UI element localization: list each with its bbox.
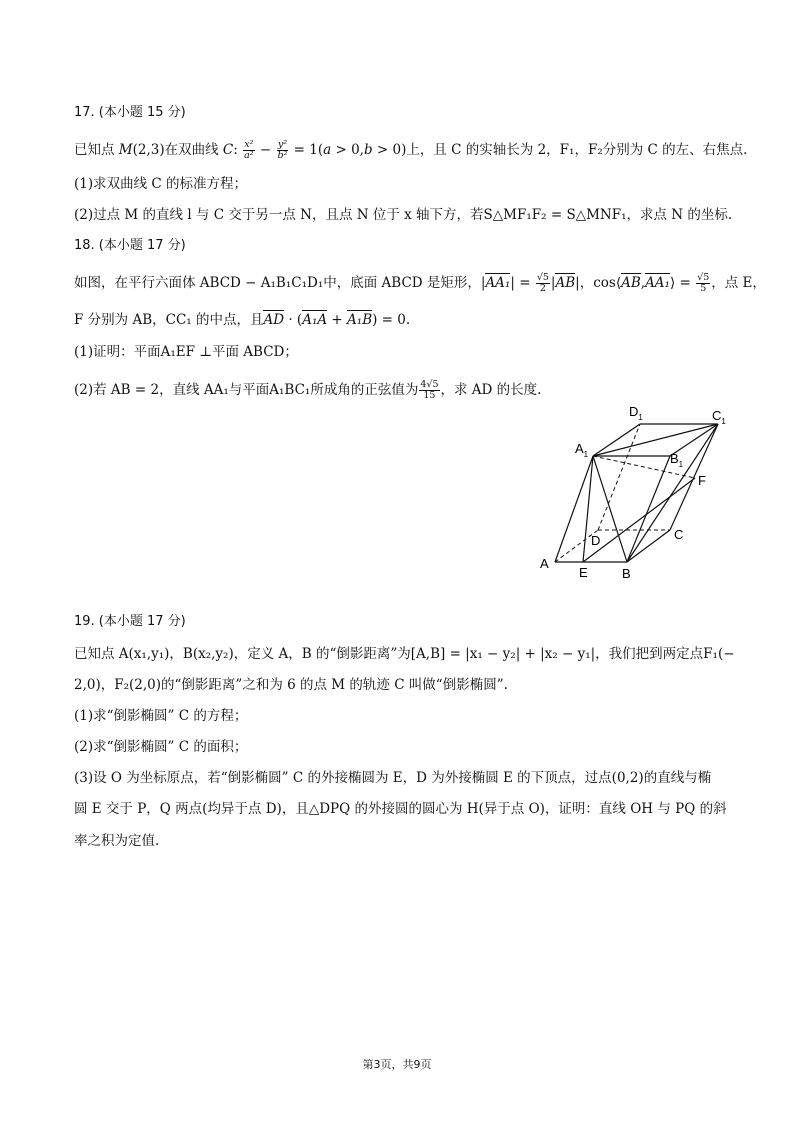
q17-part2: (2)过点 M 的直线 l 与 C 交于另一点 N，且点 N 位于 x 轴下方，若S△MF₁F₂ = S△MNF₁，求点 N 的坐标. bbox=[74, 207, 733, 223]
text: : bbox=[233, 142, 243, 158]
label-letter: A bbox=[575, 441, 584, 456]
label-A: A bbox=[540, 556, 549, 571]
q17-stem bbox=[74, 140, 747, 161]
fraction-den: b² bbox=[277, 150, 288, 161]
q18-stem-line2 bbox=[74, 310, 410, 330]
fraction bbox=[696, 273, 710, 294]
q19-part3-line2: 圆 E 交于 P，Q 两点(均异于点 D)，且△DPQ 的外接圆的圆心为 H(异于点 O)，证明：直线 OH 与 PQ 的斜 bbox=[74, 801, 727, 817]
fraction bbox=[243, 140, 254, 161]
label-A1 bbox=[575, 441, 589, 459]
text: | = bbox=[510, 275, 535, 291]
q18-part1: (1)证明：平面A₁EF ⊥平面 ABCD； bbox=[74, 344, 298, 360]
label-F: F bbox=[698, 473, 706, 488]
fraction-den: a² bbox=[244, 150, 254, 161]
fraction-num: y² bbox=[277, 139, 288, 150]
q18-stem-line1 bbox=[74, 273, 766, 294]
text: ⟩ = bbox=[669, 275, 696, 291]
page-footer: 第3页，共9页 bbox=[362, 1058, 432, 1071]
label-D1 bbox=[629, 404, 643, 422]
seg-BC1 bbox=[627, 424, 718, 562]
q19-line2: 2,0)，F₂(2,0)的“倒影距离”之和为 6 的点 M 的轨迹 C 叫做“倒影椭圆”. bbox=[74, 677, 508, 693]
label-sub: 1 bbox=[721, 417, 726, 426]
fraction-num: x² bbox=[244, 139, 254, 150]
vector: A₁B bbox=[347, 312, 373, 328]
text: ) = 0. bbox=[372, 312, 411, 328]
text: ，点 E， bbox=[711, 275, 766, 291]
fraction bbox=[536, 273, 550, 294]
vector: AD bbox=[263, 312, 285, 328]
seg-EF bbox=[583, 478, 695, 562]
q18-part2 bbox=[74, 380, 541, 401]
label-letter: D bbox=[629, 404, 639, 419]
text: = 1( bbox=[289, 142, 324, 158]
fraction bbox=[277, 140, 289, 161]
text: 如图，在平行六面体 ABCD − A₁B₁C₁D₁中，底面 ABCD 是矩形，| bbox=[74, 275, 486, 291]
vector: AB bbox=[621, 275, 641, 291]
label-sub: 1 bbox=[583, 450, 589, 459]
parallelepiped-figure bbox=[535, 400, 745, 585]
vector: A₁A bbox=[302, 312, 328, 328]
label-letter: C bbox=[712, 408, 722, 423]
edge-AA1 bbox=[555, 456, 593, 562]
hidden-DD1 bbox=[598, 424, 640, 530]
q19-line1: 已知点 A(x₁,y₁)，B(x₂,y₂)，定义 A，B 的“倒影距离”为[A,B] = |x₁ − y₂| + |x₂ − y₁|，我们把到两定点F₁(− bbox=[74, 646, 735, 662]
math: b bbox=[363, 142, 373, 158]
vector: AB bbox=[555, 275, 576, 291]
text: | bbox=[550, 275, 556, 291]
fraction-num: √5 bbox=[697, 272, 710, 283]
text: F 分别为 AB，CC₁ 的中点，且 bbox=[74, 312, 264, 328]
math: a bbox=[323, 142, 332, 158]
vector: AA₁ bbox=[485, 275, 511, 291]
q17-header: 17. (本小题 15 分) bbox=[74, 105, 186, 120]
fraction-den: 15 bbox=[423, 390, 436, 401]
q19-part2: (2)求“倒影椭圆” C 的面积； bbox=[74, 739, 248, 755]
fraction-den: 2 bbox=[539, 283, 546, 294]
text: |，cos⟨ bbox=[575, 275, 622, 291]
fraction bbox=[419, 380, 439, 401]
text: · ( bbox=[284, 312, 303, 328]
text: > 0, bbox=[331, 142, 364, 158]
math: C bbox=[222, 142, 234, 158]
label-letter: B bbox=[670, 451, 679, 466]
q18-header: 18. (本小题 17 分) bbox=[74, 238, 186, 253]
text: − bbox=[255, 142, 276, 158]
text: (2,3)在双曲线 bbox=[132, 142, 223, 158]
label-E: E bbox=[579, 565, 588, 580]
math: M bbox=[118, 142, 133, 158]
q19-header: 19. (本小题 17 分) bbox=[74, 614, 186, 629]
label-sub: 1 bbox=[638, 413, 643, 422]
q19-part3-line3: 率之积为定值. bbox=[74, 833, 160, 849]
text: (2)若 AB = 2，直线 AA₁与平面A₁BC₁所成角的正弦值为 bbox=[74, 382, 419, 398]
diag-A1C1 bbox=[593, 424, 718, 456]
q19-part1: (1)求“倒影椭圆” C 的方程； bbox=[74, 708, 248, 724]
edge-D1A1 bbox=[593, 424, 640, 456]
label-D: D bbox=[591, 533, 601, 548]
fraction-den: 5 bbox=[700, 283, 707, 294]
label-sub: 1 bbox=[678, 460, 684, 469]
text: > 0)上，且 C 的实轴长为 2，F₁，F₂分别为 C 的左、右焦点. bbox=[372, 142, 748, 158]
text: ，求 AD 的长度. bbox=[440, 382, 542, 398]
q19-part3-line1: (3)设 O 为坐标原点，若“倒影椭圆” C 的外接椭圆为 E，D 为外接椭圆 E 的下顶点，过点(0,2)的直线与椭 bbox=[74, 770, 712, 786]
text: , bbox=[640, 275, 646, 291]
label-B: B bbox=[622, 566, 631, 581]
vector: AA₁ bbox=[645, 275, 670, 291]
fraction-num: 4√5 bbox=[420, 379, 439, 390]
q17-part1: (1)求双曲线 C 的标准方程； bbox=[74, 176, 248, 192]
text: 已知点 bbox=[74, 142, 119, 158]
label-B1 bbox=[670, 451, 684, 469]
fraction-num: √5 bbox=[536, 272, 549, 283]
label-C: C bbox=[674, 527, 684, 542]
label-C1 bbox=[712, 408, 726, 426]
text: + bbox=[327, 312, 348, 328]
